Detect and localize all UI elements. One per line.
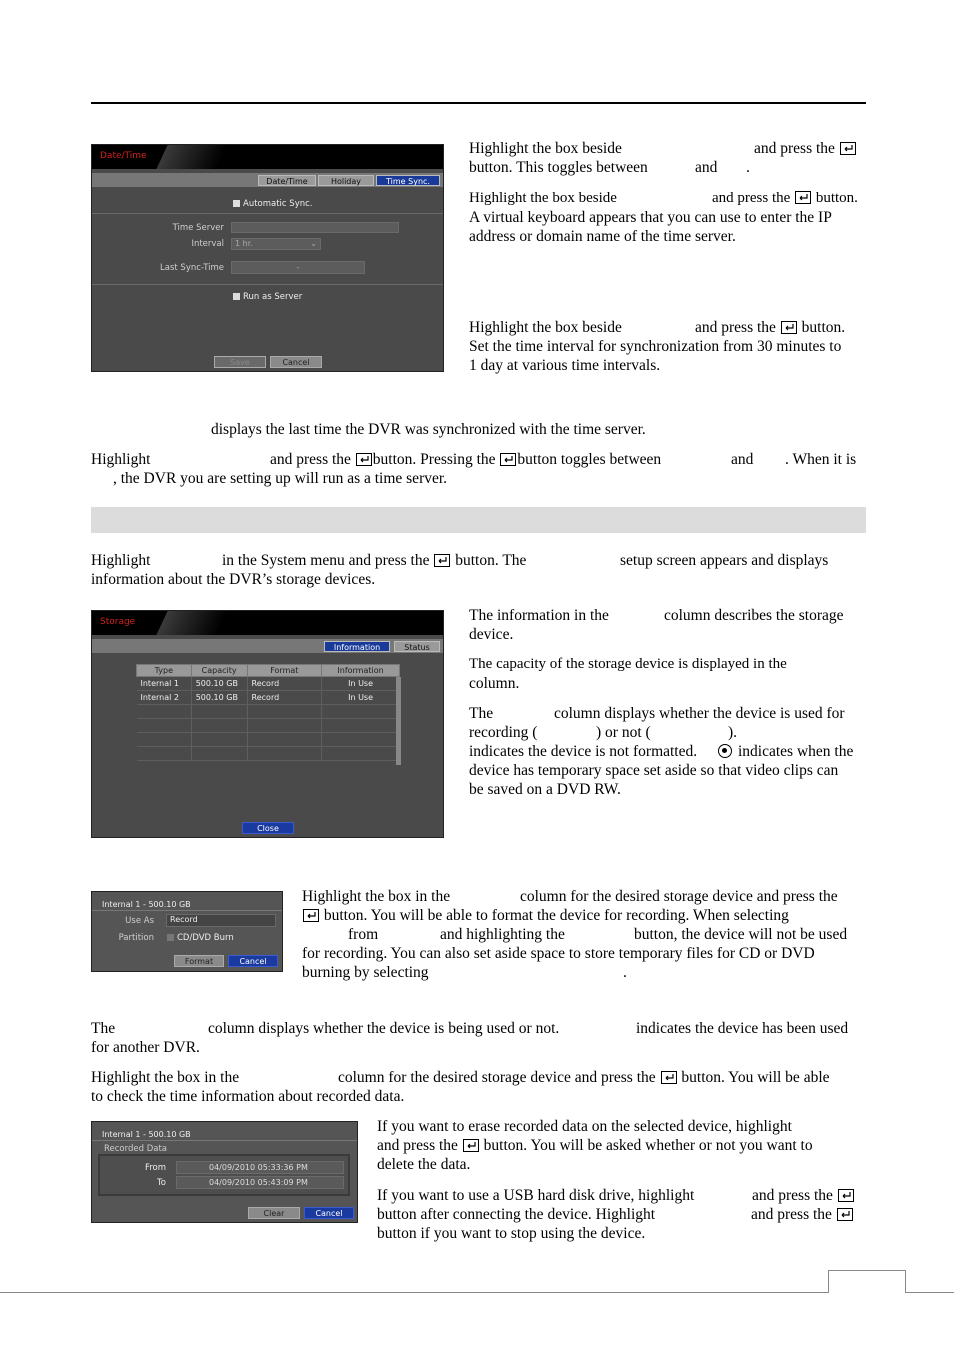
run-as-server-checkbox[interactable]: Run as Server [233, 292, 302, 302]
tab-datetime[interactable]: Date/Time [258, 175, 316, 186]
information-cell[interactable]: In Use [322, 677, 400, 691]
paragraph-capacity-column: The capacity of the storage device is displayed in the column. [469, 656, 787, 692]
dialog-title: Internal 1 - 500.10 GB [102, 1130, 191, 1139]
recorded-data-screenshot [91, 1121, 358, 1223]
tab-status[interactable]: Status [394, 641, 440, 652]
table-row [137, 733, 400, 747]
cd-dvd-burn-checkbox[interactable]: CD/DVD Burn [167, 933, 234, 943]
enter-key-icon [781, 321, 797, 334]
paragraph-storage-intro: Highlight in the System menu and press the button. The setup screen appears and displays information about the DVR’s storage devices. [91, 552, 829, 588]
last-sync-label: Last Sync-Time [160, 263, 224, 273]
interval-dropdown[interactable]: 1 hr. ⌄ [231, 238, 321, 250]
to-label: To [157, 1178, 166, 1188]
tab-holiday[interactable]: Holiday [318, 175, 374, 186]
format-cell[interactable]: Record [247, 677, 322, 691]
enter-key-icon [838, 1189, 854, 1202]
enter-key-icon [500, 453, 516, 466]
tab-information[interactable]: Information [324, 641, 390, 652]
section-heading-bar [91, 507, 866, 533]
paragraph-run-as-server: Highlight and press the button. Pressing the button toggles between and . When it is , the DVR you are setting up will run as a time server. [91, 451, 857, 487]
time-server-label: Time Server [172, 223, 224, 233]
page-number-box [828, 1270, 906, 1293]
enter-key-icon [795, 191, 811, 204]
table-row: Internal 2 500.10 GB Record In Use [137, 691, 400, 705]
section-label: Recorded Data [104, 1144, 167, 1154]
storage-screenshot [91, 610, 444, 838]
enter-key-icon [661, 1071, 677, 1084]
paragraph-last-sync: displays the last time the DVR was synchronized with the time server. [211, 421, 646, 438]
to-field: 04/09/2010 05:43:09 PM [176, 1176, 344, 1189]
cancel-button[interactable]: Cancel [270, 356, 322, 368]
target-icon [718, 744, 732, 758]
paragraph-type-column: The information in the column describes the storage device. [469, 607, 844, 643]
paragraph-interval: Highlight the box beside and press the button. Set the time interval for synchronization from 30 minutes to 1 day at various time intervals. [469, 319, 846, 374]
paragraph-information-column: The column displays whether the device is being used or not. indicates the device has been used for another DVR. [91, 1020, 849, 1056]
enter-key-icon [303, 909, 319, 922]
panel-title: Date/Time [100, 151, 147, 161]
datetime-screenshot [91, 144, 444, 372]
column-header-capacity: Capacity [191, 665, 247, 677]
storage-table [136, 664, 400, 761]
footer-rule [0, 1292, 954, 1293]
last-sync-field: - [231, 261, 365, 274]
table-row [137, 719, 400, 733]
panel-title: Storage [100, 617, 136, 627]
paragraph-format-column: The column displays whether the device is used for recording ( ) or not ( ). indicates the device is not formatted. indicates when the device has temporary space set aside so that video clips can be saved on a DVD RW. [469, 705, 854, 798]
paragraph-format-device: Highlight the box in the column for the desired storage device and press the button. You will be able to format the device for recording. When selecting from and highlighting the button, the device will not be used for recording. You can also set aside space to store temporary files for CD or DVD burning by selecting . [302, 888, 848, 981]
cancel-button[interactable]: Cancel [304, 1207, 354, 1219]
enter-key-icon [434, 554, 450, 567]
tab-time-sync[interactable]: Time Sync. [376, 175, 440, 186]
column-header-format: Format [247, 665, 322, 677]
partition-label: Partition [118, 933, 154, 943]
save-button[interactable]: Save [214, 356, 266, 368]
clear-button[interactable]: Clear [248, 1207, 300, 1219]
paragraph-time-server: Highlight the box beside and press the button. A virtual keyboard appears that you can use to enter the IP address or domain name of the time server. [469, 190, 858, 245]
scrollbar[interactable] [396, 677, 401, 765]
format-dialog-screenshot [91, 891, 283, 972]
use-as-label: Use As [125, 916, 154, 926]
enter-key-icon [356, 453, 372, 466]
header-rule [91, 102, 866, 104]
paragraph-clear-data: If you want to erase recorded data on the selected device, highlight and press the button. You will be asked whether or not you want to delete the data. [377, 1118, 813, 1173]
format-button[interactable]: Format [174, 955, 224, 967]
table-row [137, 705, 400, 719]
information-cell[interactable]: In Use [322, 691, 400, 705]
paragraph-recorded-data: Highlight the box in the column for the desired storage device and press the button. You will be able to check the time information about recorded data. [91, 1069, 830, 1105]
paragraph-usb-drive: If you want to use a USB hard disk drive, highlight and press the button after connecting the device. Highlight and press the button if you want to stop using the device. [377, 1186, 865, 1243]
column-header-type: Type [137, 665, 192, 677]
title-bar [92, 611, 443, 635]
format-cell[interactable]: Record [247, 691, 322, 705]
table-row: Internal 1 500.10 GB Record In Use [137, 677, 400, 691]
enter-key-icon [837, 1208, 853, 1221]
enter-key-icon [463, 1139, 479, 1152]
close-button[interactable]: Close [242, 822, 294, 834]
table-row [137, 747, 400, 761]
dialog-title: Internal 1 - 500.10 GB [102, 900, 191, 909]
cancel-button[interactable]: Cancel [228, 955, 278, 967]
interval-label: Interval [191, 239, 224, 249]
use-as-dropdown[interactable]: Record [166, 914, 276, 927]
chevron-down-icon: ⌄ [310, 239, 317, 248]
from-field: 04/09/2010 05:33:36 PM [176, 1161, 344, 1174]
paragraph-automatic-sync: Highlight the box beside and press the button. This toggles between and . [469, 139, 865, 177]
column-header-information: Information [322, 665, 400, 677]
automatic-sync-checkbox[interactable]: Automatic Sync. [233, 199, 312, 209]
from-label: From [144, 1163, 166, 1173]
tab-bar [92, 639, 443, 653]
time-server-field[interactable] [231, 222, 399, 233]
enter-key-icon [840, 142, 856, 155]
